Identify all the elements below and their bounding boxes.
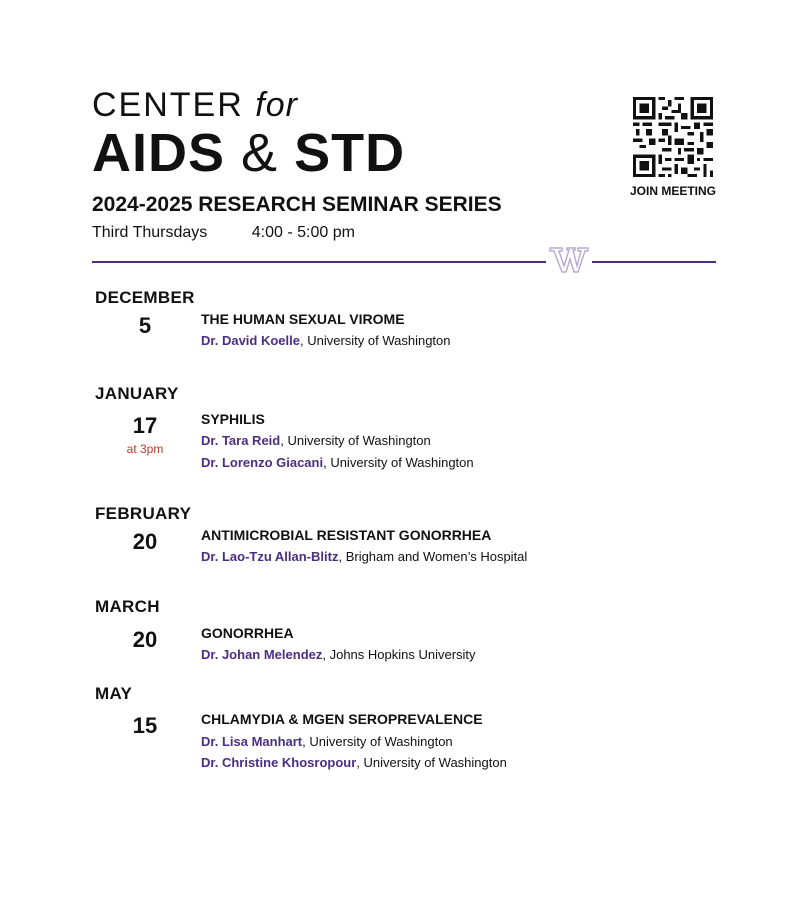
event-speaker xyxy=(201,433,431,448)
speaker-name: Dr. Lorenzo Giacani xyxy=(201,455,324,470)
uw-w-logo-icon xyxy=(546,242,592,276)
speaker-name: Dr. Christine Khosropour xyxy=(201,755,357,770)
speaker-affiliation: , University of Washington xyxy=(280,433,431,448)
event-day: 15 xyxy=(132,713,158,738)
aids-text: AIDS xyxy=(92,123,226,183)
speaker-affiliation: , University of Washington xyxy=(302,734,453,749)
speaker-name: Dr. Lao-Tzu Allan-Blitz xyxy=(201,549,339,564)
event-month: MARCH xyxy=(95,597,160,616)
aids-std-heading xyxy=(92,122,405,184)
speaker-affiliation: , Johns Hopkins University xyxy=(322,647,476,662)
event-month: MAY xyxy=(95,684,133,703)
header-divider xyxy=(92,261,716,263)
event-title: CHLAMYDIA & MGEN SEROPREVALENCE xyxy=(201,711,483,727)
event-month: DECEMBER xyxy=(95,288,195,307)
ampersand-text: & xyxy=(241,123,279,183)
qr-code-icon[interactable] xyxy=(633,97,713,177)
join-meeting-label: JOIN MEETING xyxy=(629,184,716,198)
center-for-heading xyxy=(92,86,298,125)
event-title: SYPHILIS xyxy=(201,411,265,427)
for-text: for xyxy=(255,86,298,124)
event-title: GONORRHEA xyxy=(201,625,294,641)
series-title: 2024-2025 RESEARCH SEMINAR SERIES xyxy=(92,193,502,216)
event-day: 5 xyxy=(138,313,152,338)
event-day: 20 xyxy=(132,627,158,652)
speaker-affiliation: , Brigham and Women’s Hospital xyxy=(338,549,528,564)
event-day: 20 xyxy=(132,529,158,554)
event-month: JANUARY xyxy=(95,384,179,403)
schedule-line xyxy=(92,224,355,242)
center-text: CENTER xyxy=(92,86,244,124)
speaker-affiliation: , University of Washington xyxy=(323,455,474,470)
event-speaker xyxy=(201,333,451,348)
schedule-day: Third Thursdays xyxy=(92,224,208,241)
speaker-name: Dr. Tara Reid xyxy=(201,433,281,448)
event-title: THE HUMAN SEXUAL VIROME xyxy=(201,311,405,327)
event-day: 17 xyxy=(132,413,158,438)
speaker-affiliation: , University of Washington xyxy=(356,755,507,770)
speaker-name: Dr. David Koelle xyxy=(201,333,300,348)
event-speaker xyxy=(201,755,507,770)
event-month: FEBRUARY xyxy=(95,504,192,523)
event-speaker xyxy=(201,549,527,564)
schedule-time: 4:00 - 5:00 pm xyxy=(251,224,355,241)
event-title: ANTIMICROBIAL RESISTANT GONORRHEA xyxy=(201,527,492,543)
std-text: STD xyxy=(294,123,406,183)
event-speaker xyxy=(201,734,453,749)
event-speaker xyxy=(201,455,474,470)
event-speaker xyxy=(201,647,476,662)
speaker-name: Dr. Lisa Manhart xyxy=(201,734,303,749)
speaker-affiliation: , University of Washington xyxy=(299,333,451,348)
event-time-note: at 3pm xyxy=(126,442,164,456)
speaker-name: Dr. Johan Melendez xyxy=(201,647,323,662)
